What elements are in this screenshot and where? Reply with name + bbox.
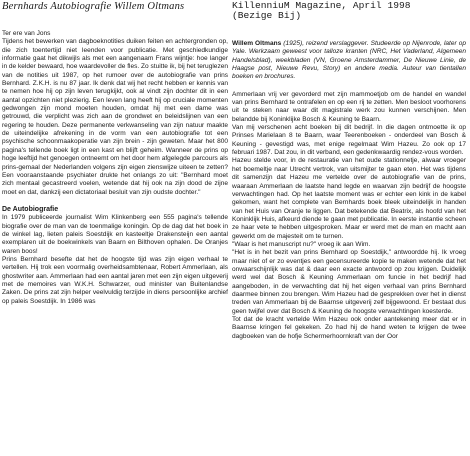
body-paragraph: "Waar is het manuscript nu?" vroeg ik aan Wim.	[232, 240, 371, 248]
publication-header	[232, 1, 410, 21]
author-bio-text: (1925), reizend verslaggever. Studeerde op Nijenrode, later op Yale. Werkzaam geweest voor talloze kranten (NRC, Het Vaderland, Algemeen Handelsblad), weekbladen (VN, Groene Amsterdammer, De Nieuwe Linie, de Haagse post, Nieuwe Revu, Story) en andere media. Auteur van tientallen boeken en brochures.	[232, 40, 466, 81]
author-bio	[232, 40, 466, 82]
body-paragraph: Ammerlaan vrij ver gevorderd met zijn mammoetjob om de handel en wandel van prins Bernhard te ontrafelen en op een rij te zetten. Men besloot voorhorens uit te steken naar waar dit magistrale werk zou kunnen verschijnen. Men belandde bij Koninklijke Bosch & Keuning te Baarn.	[232, 90, 466, 123]
magazine-line: KillenniuM Magazine, April 1998	[232, 0, 411, 11]
intro-paragraph: Tijdens het bewerken van dagboeknotities duiken feiten en achtergronden op, die zich toentertijd niet leenden voor publicatie. Met geschiedkundige informatie gaat het dikwijls als met een aangenaam Frans wijntje: hoe langer in de kelder bewaard, hoe waardevoller de fles. Zo stuitte ik, bij het teruglezen van de notities uit 1987, op het rumoer over de autobiografie van prins Bernhard. Z.K.H. is nu 87 jaar. Ik denk dat wij het recht hebben er kennis van te nemen hoe hij op zijn leven terugkijkt, ook al vindt zijn dochter dit in een aantal opzichten niet plezierig. Een leven lang heeft hij op cruciale momenten gedwongen zijn mond moeten houden, omdat hij met een dame was getrouwd, die verplicht was zich aan de grondwet en beleidslijnen van een regering te houden. Deze permanente verkwanseling van zijn natuur maakte de uiteindelijke afrekening in de vorm van een autobiografie tot een psychische schoonmaakoperatie van zijn brein - zijn geweten. Maar het 800 pagina's tellende boek ligt in een kast en blijft geheim. Wanneer de prins op hoge leeftijd het genoegen ontneemt om het door hem afgelegde parcours als prins-gemaal der Nederlanden volgens zijn eigen zienswijze uiteen te zetten? Een vooraanstaande psychiater drukte het onlangs zo uit: "Bernhard moet zich mentaal gecastreerd voelen, wetende dat hij ook na zijn dood de zijne moet en dat, dankzij een dictatoriaal besluit van zijn oudste dochter."	[2, 38, 228, 196]
document-title: Bernhards Autobiografie Willem Oltmans	[2, 1, 185, 12]
dedication: Ter ere van Jons	[2, 30, 51, 37]
body-paragraph: Hazeu stelde voor, in de restauratie van het oude stationnetje, alwaar vroeger het boemeltje naar Utrecht vertrok, van uitsmijter te gaan eten. Het was tijdens dit samenzijn dat Hazeu me vertelde over de autobiografie van de prins, waaraan Ammerlaan de laatste hand legde en waarvan zijn bedrijf de hoogste verwachtingen had. Op het laatste moment was er echter een kink in de kabel gekomen, want het complete van Bernhards boek bleek uiteindelijk in handen van het Huis van Oranje te liggen. Dat betekende dat Beatrix, als hoofd van het Koninklijk Huis, afkeurd diende te gaan met publicatie. In eerste instantie scheen ze haar vete te hebben uitgesproken. Maar er werd met de man en macht aan gewerkt om de majesteit om te turnen.	[232, 157, 466, 240]
author-name: Willem Oltmans	[232, 40, 282, 47]
publisher-line: (Bezige Bij)	[232, 10, 302, 21]
body-paragraph: Tot dat de kracht vertelde Wim Hazeu ook onder aantekening meer dat er in Baarnse kringen fel gekeken. Zo had hij de hand weten te krijgen de twee dagboeken van de hofje Schermerhoornkraft van der Oor	[232, 316, 466, 340]
left-column	[2, 30, 228, 306]
body-paragraph: Van mij verschenen acht boeken bij dit bedrijf. In die dagen ontmoette ik op Prinses Marielaan 8 te Baarn, waar Teerenboeken - onderdeel van Bosch & Keuning - gevestigd was, met enige regelmaat Wim Hazeu. Zo ook op 17 februari 1987. Dat zou, in dit verband, een gedenkwaardig rendez-vous worden.	[232, 124, 466, 157]
body-paragraph: In 1979 publiceerde journalist Wim Klinkenberg een 555 pagina's tellende biografie over de man van de toenmalige koningin. Op de dag dat het boek in de winkel lag, lieten paleis Soestdijk en kasteeltje Drakensteijn een aantal exemplaren uit de boekwinkels van Baarn en Bilthoven ophalen. De Oranjes waren boos!	[2, 214, 228, 255]
section-heading: De Autobiografie	[2, 205, 59, 213]
right-column	[232, 40, 466, 341]
body-paragraph: Prins Bernhard besefte dat het de hoogste tijd was zijn eigen verhaal te vertellen. Hij trok een voormalig overheidsambtenaar, Robert Ammerlaan, als ghostwriter aan. Ammerlaan had een aantal jaren met een zijn eigen uitgeverij met de memoires van W.K.H. Schwarzer, oud minister van Buitenlandse Zaken. De prins zat zijn helper veelvuldig terzijde in diens persoonlijke archief op paleis Soestdijk. In 1986 was	[2, 255, 229, 305]
body-paragraph: "Het is in het bezit van prins Bernhard op Soestdijk," antwoordde hij. Ik vroeg maar niet of er zo eventjes een gecensureerde kopie te maken wetende dat het onwaarschijnlijk was dat & daar een exacte antwoord op zou krijgen. Duidelijk werd wel dat Bosch & Keuning Ammerlaan om funcie in het bedrijf had aangeboden, in de verwachting dat hij het eigen verhaal van prins Bernhard daarmee binnen zou brengen. Wim Hazeu had de gesprekken over het in dienst treden van Ammerlaan bij de Baarnse uitgeverij zelf bijgewoond. Er bestaat dus geen twijfel over dat Bosch & Keuning de hoogste verwachtingen koesterde.	[232, 249, 466, 315]
